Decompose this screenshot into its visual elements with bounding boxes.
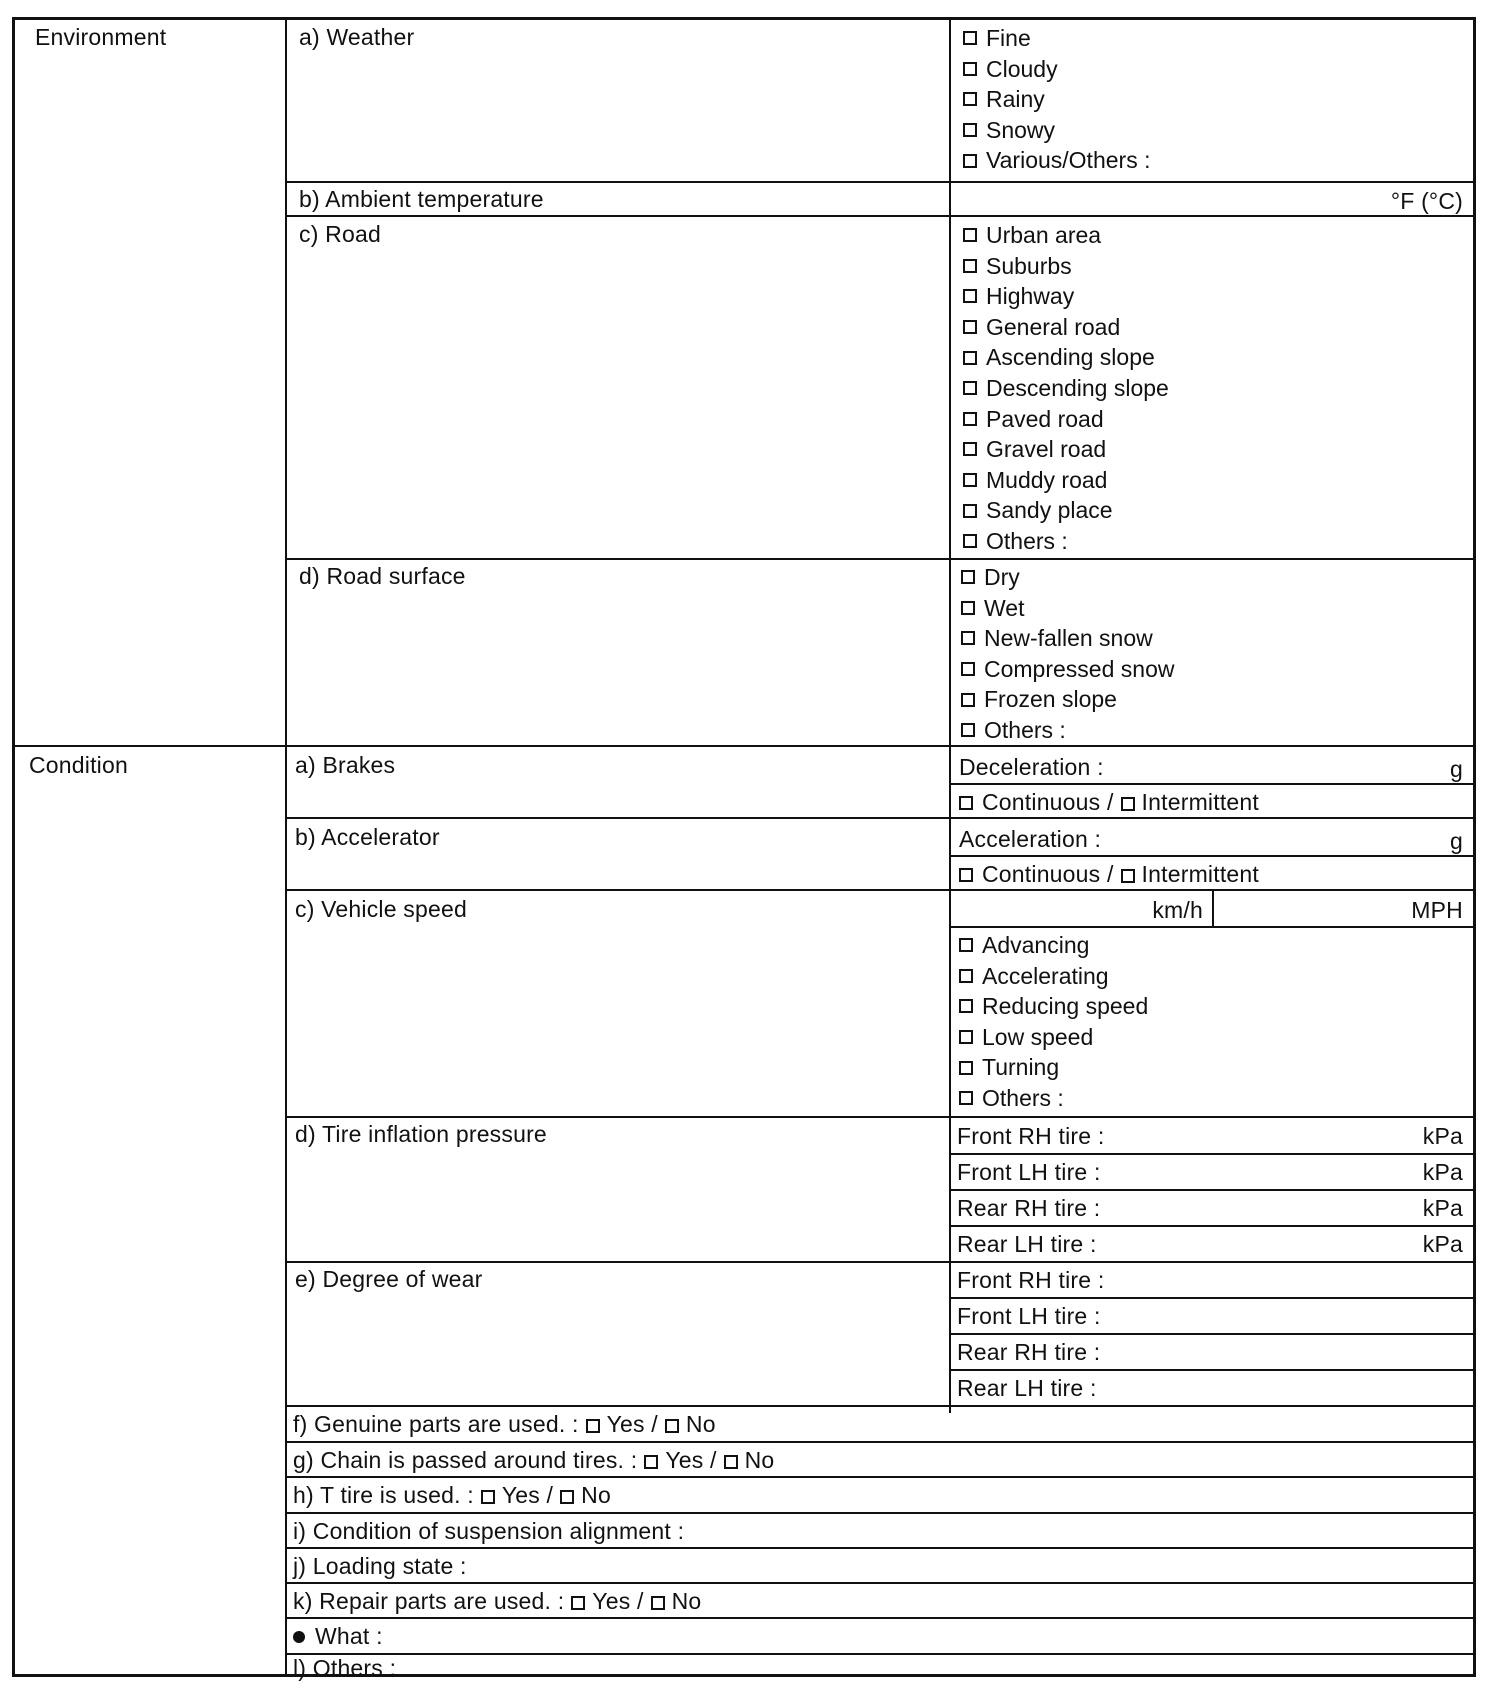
weather-option[interactable]: Rainy xyxy=(963,84,1150,115)
checkbox[interactable] xyxy=(959,999,973,1013)
checkbox[interactable] xyxy=(963,289,977,303)
loading-row: j) Loading state : xyxy=(293,1553,467,1579)
divider xyxy=(1212,889,1214,927)
deceleration-label: Deceleration : xyxy=(959,754,1104,780)
checkbox[interactable] xyxy=(963,351,977,365)
checkbox[interactable] xyxy=(1121,869,1135,883)
speed-unit-mph: MPH xyxy=(1411,897,1463,923)
checkbox[interactable] xyxy=(959,1061,973,1075)
pressure-unit: kPa xyxy=(1422,1123,1463,1149)
checkbox[interactable] xyxy=(963,228,977,242)
pressure-unit: kPa xyxy=(1422,1159,1463,1185)
road-option[interactable]: Sandy place xyxy=(963,495,1169,526)
pressure-front-lh: Front LH tire : xyxy=(957,1159,1101,1185)
accelerator-label: b) Accelerator xyxy=(295,824,440,850)
pressure-unit: kPa xyxy=(1422,1195,1463,1221)
t-tire-row: h) T tire is used. : Yes / No xyxy=(293,1482,611,1508)
checkbox[interactable] xyxy=(961,723,975,737)
wear-label: e) Degree of wear xyxy=(295,1266,483,1292)
divider xyxy=(951,1153,1473,1155)
speed-options xyxy=(959,930,1148,1114)
divider xyxy=(287,181,1473,183)
pressure-rear-rh: Rear RH tire : xyxy=(957,1195,1101,1221)
checkbox[interactable] xyxy=(1121,797,1135,811)
checkbox[interactable] xyxy=(586,1419,600,1433)
road-option[interactable]: Others : xyxy=(963,526,1169,557)
checkbox[interactable] xyxy=(963,62,977,76)
checkbox[interactable] xyxy=(963,92,977,106)
section-condition: Condition xyxy=(29,752,128,778)
checkbox[interactable] xyxy=(963,320,977,334)
speed-option[interactable]: Reducing speed xyxy=(959,991,1148,1022)
road-option[interactable]: Urban area xyxy=(963,220,1169,251)
checkbox[interactable] xyxy=(959,868,973,882)
others-row: l) Others : xyxy=(293,1655,397,1681)
speed-unit-kmh: km/h xyxy=(1152,897,1203,923)
divider xyxy=(949,20,951,1413)
divider xyxy=(287,1512,1473,1514)
section-environment: Environment xyxy=(35,24,167,50)
vehicle-condition-form xyxy=(12,17,1476,1681)
speed-option[interactable]: Accelerating xyxy=(959,961,1148,992)
checkbox[interactable] xyxy=(961,662,975,676)
divider xyxy=(287,889,1473,891)
divider xyxy=(287,215,1473,217)
brakes-label: a) Brakes xyxy=(295,752,396,778)
checkbox[interactable] xyxy=(961,693,975,707)
weather-option[interactable]: Fine xyxy=(963,23,1150,54)
chain-row: g) Chain is passed around tires. : Yes / No xyxy=(293,1447,775,1473)
divider xyxy=(287,558,1473,560)
alignment-row: i) Condition of suspension alignment : xyxy=(293,1518,685,1544)
checkbox[interactable] xyxy=(560,1490,574,1504)
repair-parts-row: k) Repair parts are used. : Yes / No xyxy=(293,1588,702,1614)
road-option[interactable]: Gravel road xyxy=(963,434,1169,465)
divider xyxy=(287,1116,1473,1118)
checkbox[interactable] xyxy=(724,1455,738,1469)
weather-option[interactable]: Cloudy xyxy=(963,54,1150,85)
accelerator-mode: Continuous / Intermittent xyxy=(959,860,1259,888)
divider xyxy=(951,855,1473,857)
deceleration-unit: g xyxy=(1450,756,1463,782)
checkbox[interactable] xyxy=(963,31,977,45)
checkbox[interactable] xyxy=(963,442,977,456)
divider xyxy=(287,1547,1473,1549)
checkbox[interactable] xyxy=(959,1091,973,1105)
what-row: What : xyxy=(293,1622,383,1650)
wear-front-lh: Front LH tire : xyxy=(957,1303,1101,1329)
road-options xyxy=(963,220,1169,557)
temperature-label: b) Ambient temperature xyxy=(299,186,544,212)
divider xyxy=(287,1582,1473,1584)
checkbox[interactable] xyxy=(961,631,975,645)
pressure-unit: kPa xyxy=(1422,1231,1463,1257)
checkbox[interactable] xyxy=(963,259,977,273)
checkbox[interactable] xyxy=(959,938,973,952)
road-option[interactable]: General road xyxy=(963,312,1169,343)
divider xyxy=(951,1189,1473,1191)
surface-option[interactable]: Others : xyxy=(961,715,1174,746)
checkbox[interactable] xyxy=(963,123,977,137)
divider xyxy=(287,1617,1473,1619)
road-option[interactable]: Highway xyxy=(963,281,1169,312)
temperature-unit: °F (°C) xyxy=(1390,188,1463,214)
road-option[interactable]: Paved road xyxy=(963,404,1169,435)
acceleration-label: Acceleration : xyxy=(959,826,1102,852)
divider xyxy=(951,1297,1473,1299)
wear-rear-lh: Rear LH tire : xyxy=(957,1375,1097,1401)
checkbox[interactable] xyxy=(963,154,977,168)
checkbox[interactable] xyxy=(665,1419,679,1433)
weather-option[interactable]: Snowy xyxy=(963,115,1150,146)
checkbox[interactable] xyxy=(963,412,977,426)
pressure-label: d) Tire inflation pressure xyxy=(295,1121,547,1147)
weather-option[interactable]: Various/Others : xyxy=(963,145,1150,176)
surface-option[interactable]: New-fallen snow xyxy=(961,623,1174,654)
divider xyxy=(951,1225,1473,1227)
divider xyxy=(287,1441,1473,1443)
divider xyxy=(287,1405,1473,1407)
checkbox[interactable] xyxy=(963,473,977,487)
divider xyxy=(15,745,1473,747)
genuine-parts-row: f) Genuine parts are used. : Yes / No xyxy=(293,1411,716,1437)
road-label: c) Road xyxy=(299,221,381,247)
checkbox[interactable] xyxy=(963,534,977,548)
divider xyxy=(287,1653,1473,1655)
weather-options xyxy=(963,23,1150,176)
road-option[interactable]: Muddy road xyxy=(963,465,1169,496)
divider xyxy=(287,1261,1473,1263)
checkbox[interactable] xyxy=(644,1455,658,1469)
divider xyxy=(951,1369,1473,1371)
pressure-rear-lh: Rear LH tire : xyxy=(957,1231,1097,1257)
checkbox[interactable] xyxy=(963,381,977,395)
wear-front-rh: Front RH tire : xyxy=(957,1267,1105,1293)
wear-rear-rh: Rear RH tire : xyxy=(957,1339,1101,1365)
divider xyxy=(951,783,1473,785)
checkbox[interactable] xyxy=(481,1490,495,1504)
divider xyxy=(951,1333,1473,1335)
surface-option[interactable]: Dry xyxy=(961,562,1174,593)
surface-option[interactable]: Wet xyxy=(961,593,1174,624)
bullet-icon xyxy=(293,1631,305,1643)
speed-label: c) Vehicle speed xyxy=(295,896,467,922)
checkbox[interactable] xyxy=(571,1596,585,1610)
divider xyxy=(285,20,287,1674)
road-option[interactable]: Suburbs xyxy=(963,251,1169,282)
road-option[interactable]: Ascending slope xyxy=(963,342,1169,373)
speed-option[interactable]: Low speed xyxy=(959,1022,1148,1053)
checkbox[interactable] xyxy=(959,969,973,983)
pressure-front-rh: Front RH tire : xyxy=(957,1123,1105,1149)
weather-label: a) Weather xyxy=(299,24,415,50)
surface-options xyxy=(961,562,1174,746)
speed-option[interactable]: Others : xyxy=(959,1083,1148,1114)
divider xyxy=(287,1476,1473,1478)
checkbox[interactable] xyxy=(961,601,975,615)
checkbox[interactable] xyxy=(959,796,973,810)
checkbox[interactable] xyxy=(651,1596,665,1610)
surface-label: d) Road surface xyxy=(299,563,466,589)
brakes-mode: Continuous / Intermittent xyxy=(959,788,1259,816)
surface-option[interactable]: Frozen slope xyxy=(961,684,1174,715)
speed-option[interactable]: Turning xyxy=(959,1052,1148,1083)
surface-option[interactable]: Compressed snow xyxy=(961,654,1174,685)
checkbox[interactable] xyxy=(963,504,977,518)
divider xyxy=(287,817,1473,819)
checkbox[interactable] xyxy=(959,1030,973,1044)
speed-option[interactable]: Advancing xyxy=(959,930,1148,961)
checkbox[interactable] xyxy=(961,570,975,584)
acceleration-unit: g xyxy=(1450,828,1463,854)
road-option[interactable]: Descending slope xyxy=(963,373,1169,404)
